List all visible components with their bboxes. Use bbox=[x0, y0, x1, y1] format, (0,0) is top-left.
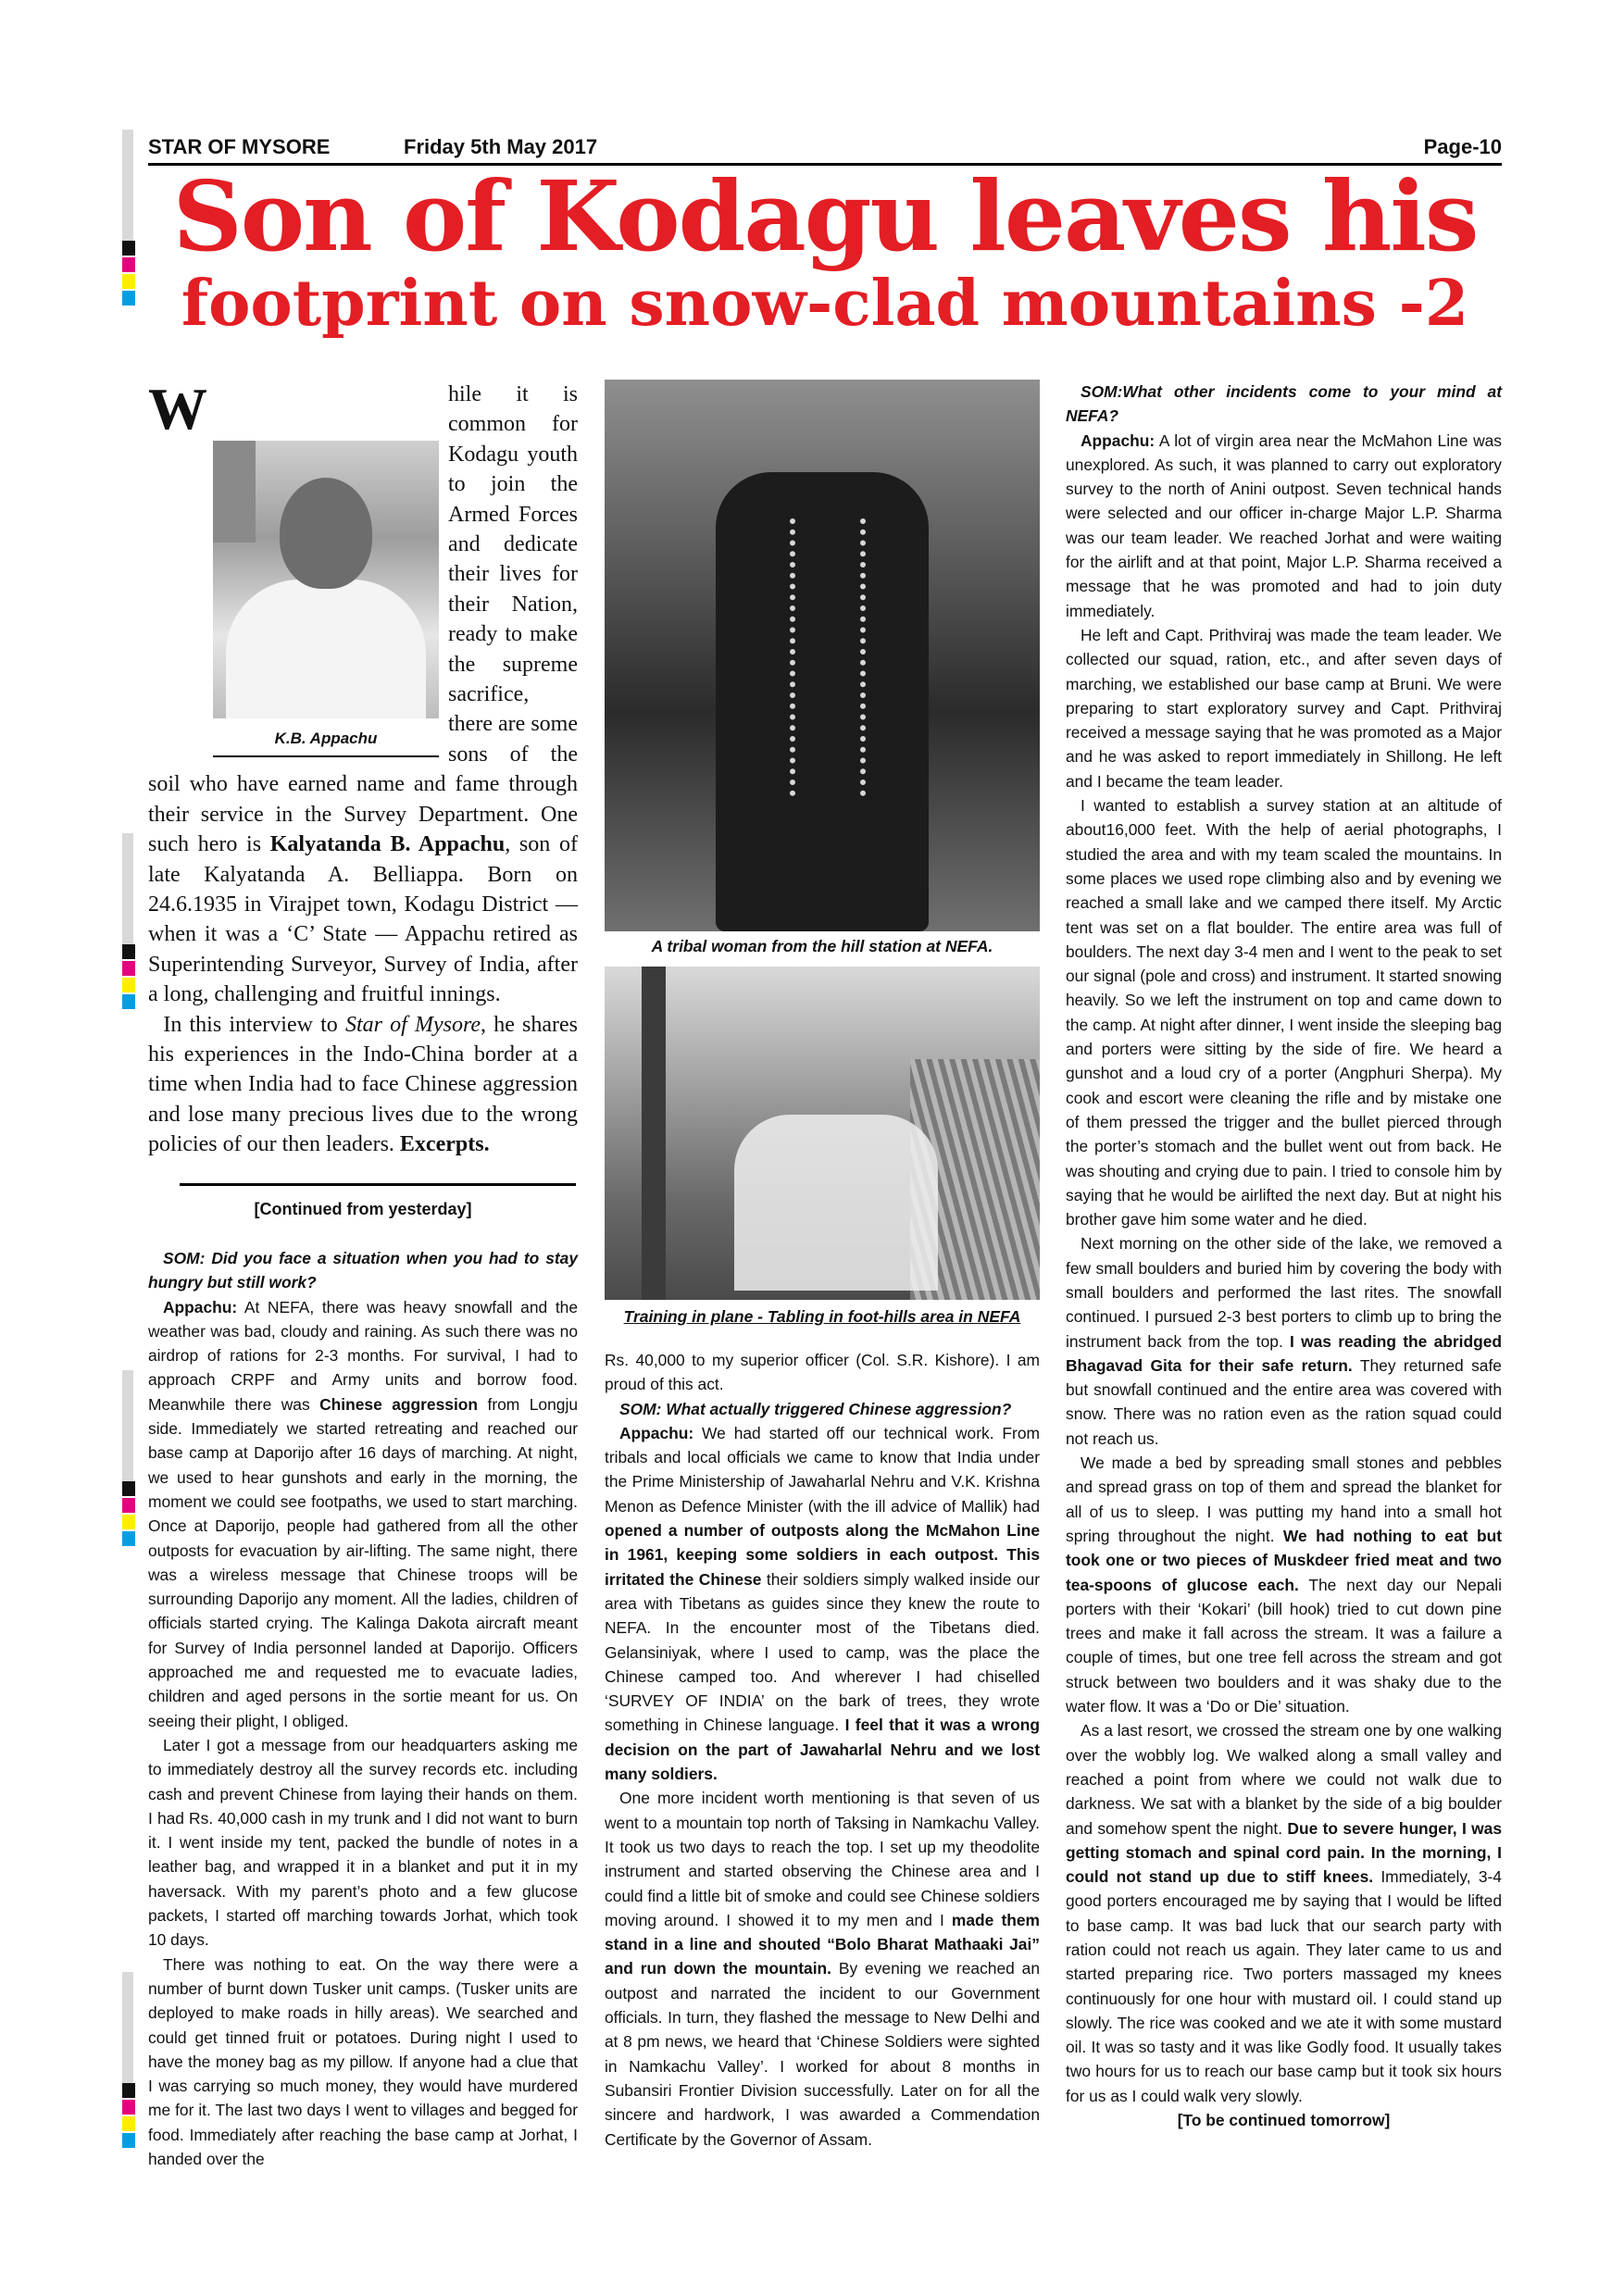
portrait-caption: K.B. Appachu bbox=[274, 730, 378, 747]
paragraph-text: They returned safe but snowfall continued and the entire area was covered with snow. There was no ration even as the ration squad could not reach us. bbox=[1066, 1355, 1502, 1448]
intro-part-3a: In this interview to bbox=[163, 1012, 345, 1037]
speaker-label: Appachu: bbox=[619, 1423, 694, 1442]
paragraph bbox=[605, 1786, 1040, 2151]
paragraph: Later I got a message from our headquarters asking me to immediately destroy all the survey records etc. including cash and prevent Chinese from laying their hands on them. I had Rs. 40,000 cash in my trunk and I did not want to burn it. I went inside my tent, packed the bundle of notes in a leather bag, and wrapped it in a blanket and put it in my haversack. With my parent’s photo and a few glucose packets, I started off marching towards Jorhat, which took 10 days. bbox=[148, 1735, 578, 1950]
registration-swatch bbox=[122, 1498, 135, 1513]
answer-paragraph bbox=[148, 1295, 578, 1733]
paragraph: I wanted to establish a survey station at an altitude of about16,000 feet. With the help of aerial photographs, I studied the area and with my team scaled the mountains. In some places we used rope climbing also and by evening we reached a small lake and we camped there itself. My Arctic tent was set on a flat boulder. The entire area was full of boulders. The next day 3-4 men and I went to the peak to set our signal (pole and cross) and instrument. It started snowing heavily. So we left the instrument on top and came down to the camp. At night after dinner, I went inside the sleeping bag and porters were sitting by the side of fire. We heard a gunshot and a loud cry of a porter (Angphuri Sherpa). My cook and escort were cleaning the rifle and by mistake one of them pressed the trigger and the bullet pierced through the porter’s stomach and the bullet went out from back. He was shouting and crying due to pain. I tried to console him by saying that he would be airlifted the next day. But at night his brother gave him some water and he died. bbox=[1066, 796, 1502, 1229]
paragraph-text: The next day our Nepali porters with their ‘Kokari’ (bill hook) tried to cut down pine trees and make it fall across the stream. It was a failure a couple of times, but one tree fell across the stream and got struck between two boulders and it was shaky due to the water flow. It was a ‘Do or Die’ situation. bbox=[1066, 1575, 1502, 1716]
registration-swatch bbox=[122, 944, 135, 959]
continued-tomorrow-note: [To be continued tomorrow] bbox=[1177, 2111, 1391, 2130]
answer-text: At NEFA, there was heavy snowfall and the weather was bad, cloudy and raining. As such there was no airdrop of rations for 2-3 months. For survival, I had to approach CRPF and Army units and borrow food. Meanwhile there was bbox=[148, 1297, 578, 1414]
intro-text bbox=[148, 376, 579, 1160]
answer-bold: opened a number of outposts along the McMahon Line in 1961, keeping some soldiers in each outpost. This irritated the Chinese bbox=[605, 1521, 1040, 1589]
paragraph-text: Immediately, 3-4 good porters encouraged me by saying that I would be lifted to base camp. It was bad luck that our search party with ration could not reach us again. They later came to us and started preparing rice. Two porters massaged my knees continuously for one hour with mustard oil. I could stand up slowly. The rice was cooked and we ate it with some mustard oil. It was so tasty and it was like Godly food. It usually takes two hours for us to reach our base camp but it took six hours for us as I could walk very slowly. bbox=[1066, 1867, 1502, 2105]
training-photo-caption: Training in plane - Tabling in foot-hills area in NEFA bbox=[623, 1307, 1021, 1326]
paragraph: He left and Capt. Prithviraj was made the team leader. We collected our squad, ration, etc., and after seven days of marching, we established our base camp at Bruni. We were preparing to start exploratory survey and Capt. Prithviraj received a message saying that he was promoted as a Major and he was asked to report immediately in Shillong. He left and I became the team leader. bbox=[1066, 625, 1502, 791]
registration-swatch bbox=[122, 1515, 135, 1529]
intro-part-2: , son of late Kalyatanda A. Belliappa. Born on 24.6.1935 in Virajpet town, Kodagu District — when it was a ‘C’ State — Appachu retired as Superintending Surveyor, Survey of India, after a long, challenging and fruitful innings. bbox=[148, 832, 578, 1007]
paragraph bbox=[1066, 1231, 1502, 1451]
drop-cap: W bbox=[148, 376, 207, 442]
portrait-block bbox=[213, 441, 439, 761]
paragraph bbox=[1066, 1451, 1502, 1718]
paragraph: There was nothing to eat. On the way there were a number of burnt down Tusker unit camps. (Tusker units are deployed to make roads in hilly areas). We searched and could get tinned fruit or potatoes. During night I used to have the money bag as my pillow. If anyone had a clue that I was carrying so much money, they would have murdered me for it. The last two days I went to villages and begged for food. Immediately after reaching the base camp at Jorhat, I handed over the bbox=[148, 1954, 578, 2168]
paragraph-bold: Due to severe hunger, I was getting stomach and spinal cord pain. In the morning, I could not stand up due to stiff knees. bbox=[1066, 1818, 1502, 1887]
headline-line-1: Son of Kodagu leaves his bbox=[172, 159, 1478, 273]
issue-date: Friday 5th May 2017 bbox=[404, 135, 598, 158]
column-3 bbox=[1066, 380, 1502, 2132]
question: SOM:What other incidents come to your mind at NEFA? bbox=[1066, 382, 1502, 426]
registration-swatch bbox=[122, 2100, 135, 2115]
registration-swatch bbox=[122, 961, 135, 976]
answer-bold: Chinese aggression bbox=[319, 1394, 479, 1414]
registration-swatch bbox=[122, 257, 135, 272]
answer-paragraph bbox=[1066, 429, 1502, 623]
paragraph-bold: made them stand in a line and shouted “Bolo Bharat Mathaaki Jai” and run down the mountain. bbox=[605, 1910, 1040, 1978]
registration-swatch bbox=[122, 1481, 135, 1496]
registration-swatch bbox=[122, 994, 135, 1009]
answer-text: A lot of virgin area near the McMahon Line was unexplored. As such, it was planned to carry out exploratory survey to the north of Anini outpost. Seven technical hands were selected and our officer in-charge Major L.P. Sharma was our team leader. We reached Jorhat and were waiting for the airlift and at that point, Major L.P. Sharma received a message that he was promoted and had to join duty immediately. bbox=[1066, 430, 1502, 620]
registration-swatch bbox=[122, 241, 135, 256]
paragraph-text: One more incident worth mentioning is that seven of us went to a mountain top north of Taksing in Namkachu Valley. It took us two days to reach the top. I set up my theodolite instrument and started observing the Chinese area and I could find a little bit of smoke and could see Chinese soldiers moving around. I showed it to my men and I bbox=[605, 1789, 1040, 1929]
headline-line-2: footprint on snow-clad mountains -2 bbox=[181, 267, 1469, 342]
registration-swatch bbox=[122, 291, 135, 306]
speaker-label: Appachu: bbox=[163, 1297, 238, 1316]
newspaper-name: STAR OF MYSORE bbox=[148, 135, 331, 158]
column-2 bbox=[605, 1348, 1040, 2152]
intro-part-1: hile it is common for Kodagu youth to join the Armed Forces and dedicate their lives for their Nation, ready to make the supreme sacrifice, there are some sons of the soil who have earned name and fame through their service in the Survey Department. One such hero is bbox=[148, 382, 578, 857]
registration-strip bbox=[122, 130, 133, 241]
answer-text: We had started off our technical work. From tribals and local officials we came to know that India under the Prime Ministership of Jawaharlal Nehru and V.K. Krishna Menon as Defence Minister (with the ill advice of Mallik) had bbox=[605, 1423, 1040, 1516]
answer-text: their soldiers simply walked inside our area with Tibetans as guides since they knew the route to NEFA. In the encounter most of the Tibetans died. Gelansiniyak, where I used to camp, was the place the Chinese camped too. And wherever I had chiselled ‘SURVEY OF INDIA’ on the bark of trees, they wrote something in Chinese language. bbox=[605, 1569, 1040, 1735]
page-number: Page-10 bbox=[1423, 135, 1502, 158]
answer-bold: I feel that it was a wrong decision on the part of Jawaharlal Nehru and we lost many soldiers. bbox=[605, 1716, 1040, 1784]
training-photo bbox=[605, 967, 1040, 1300]
registration-swatch bbox=[122, 2133, 135, 2148]
answer-text: from Longju side. Immediately we started retreating and reached our base camp at Daporijo after 16 days of marching. At night, we used to hear gunshots and early in the morning, the moment we could see footpaths, we used to start marching. Once at Daporijo, people had gathered from all the other outposts for evacuation by air-lifting. The same night, there was a wireless message that Chinese troops will be surrounding Daporijo any moment. All the ladies, children of officials started crying. The Kalinga Dakota aircraft meant for Survey of India personnel landed at Daporijo. Officers approached me and requested me to evacuate ladies, children and aged persons in the sortie meant for us. On seeing their plight, I obliged. bbox=[148, 1394, 578, 1730]
question: SOM: What actually triggered Chinese aggression? bbox=[619, 1399, 1012, 1418]
registration-swatch bbox=[122, 2083, 135, 2098]
registration-strip bbox=[122, 833, 133, 944]
intro-part-3b: , he shares his experiences in the Indo-China border at a time when India had to face Chinese aggression and lose many precious lives due to the wrong policies of our then leaders. bbox=[148, 1012, 579, 1157]
registration-swatch bbox=[122, 978, 135, 992]
portrait-photo bbox=[213, 441, 439, 718]
paragraph-bold: We had nothing to eat but took one or two pieces of Muskdeer fried meat and two tea-spoons of glucose each. bbox=[1066, 1526, 1502, 1594]
intro-divider bbox=[180, 1183, 576, 1186]
registration-swatch bbox=[122, 1531, 135, 1546]
registration-strip bbox=[122, 1370, 133, 1481]
tribal-woman-photo bbox=[605, 380, 1040, 931]
tribal-photo-caption: A tribal woman from the hill station at NEFA. bbox=[651, 937, 993, 955]
paragraph bbox=[1066, 1718, 1502, 2108]
registration-strip bbox=[122, 1972, 133, 2083]
speaker-label: Appachu: bbox=[1081, 430, 1156, 450]
paragraph-text: Next morning on the other side of the lake, we removed a few small boulders and buried him by covering the body with small boulders and performed the last rites. The snowfall continued. I pursued 2-3 best porters to climb up to bring the instrument back from the top. bbox=[1066, 1234, 1502, 1351]
intro-paper-name: Star of Mysore bbox=[344, 1012, 481, 1037]
registration-swatch bbox=[122, 2116, 135, 2131]
paragraph: Rs. 40,000 to my superior officer (Col. S.R. Kishore). I am proud of this act. bbox=[605, 1351, 1040, 1394]
headline bbox=[148, 159, 1502, 342]
registration-swatch bbox=[122, 274, 135, 289]
paragraph-text: We made a bed by spreading small stones and pebbles and spread grass on top of them and spread the blanket for all of us to sleep. I was putting my hand into a small hot spring throughout the night. bbox=[1066, 1454, 1502, 1545]
intro-excerpts: Excerpts. bbox=[399, 1132, 490, 1157]
column-1 bbox=[148, 1246, 578, 2171]
paragraph-text: By evening we reached an outpost and narrated the incident to our Government officials. In turn, they flashed the message to New Delhi and at 8 pm news, we heard that ‘Chinese Soldiers were sighted in Namkachu Valley’. I worked for about 8 months in Subansiri Frontier Division successfully. Later on for all the sincere and hardwork, I was awarded a Commendation Certificate by the Governor of Assam. bbox=[605, 1959, 1040, 2149]
paragraph-bold: I was reading the abridged Bhagavad Gita for their safe return. bbox=[1066, 1331, 1502, 1375]
paragraph-text: As a last resort, we crossed the stream one by one walking over the wobbly log. We walked along a small valley and reached a point from where we could not walk due to darkness. We sat with a blanket by the side of a big boulder and somehow spent the night. bbox=[1066, 1721, 1502, 1838]
question: SOM: Did you face a situation when you had to stay hungry but still work? bbox=[148, 1249, 578, 1292]
continued-note: [Continued from yesterday] bbox=[254, 1200, 472, 1218]
intro-name: Kalyatanda B. Appachu bbox=[269, 832, 506, 857]
answer-paragraph bbox=[605, 1421, 1040, 1786]
